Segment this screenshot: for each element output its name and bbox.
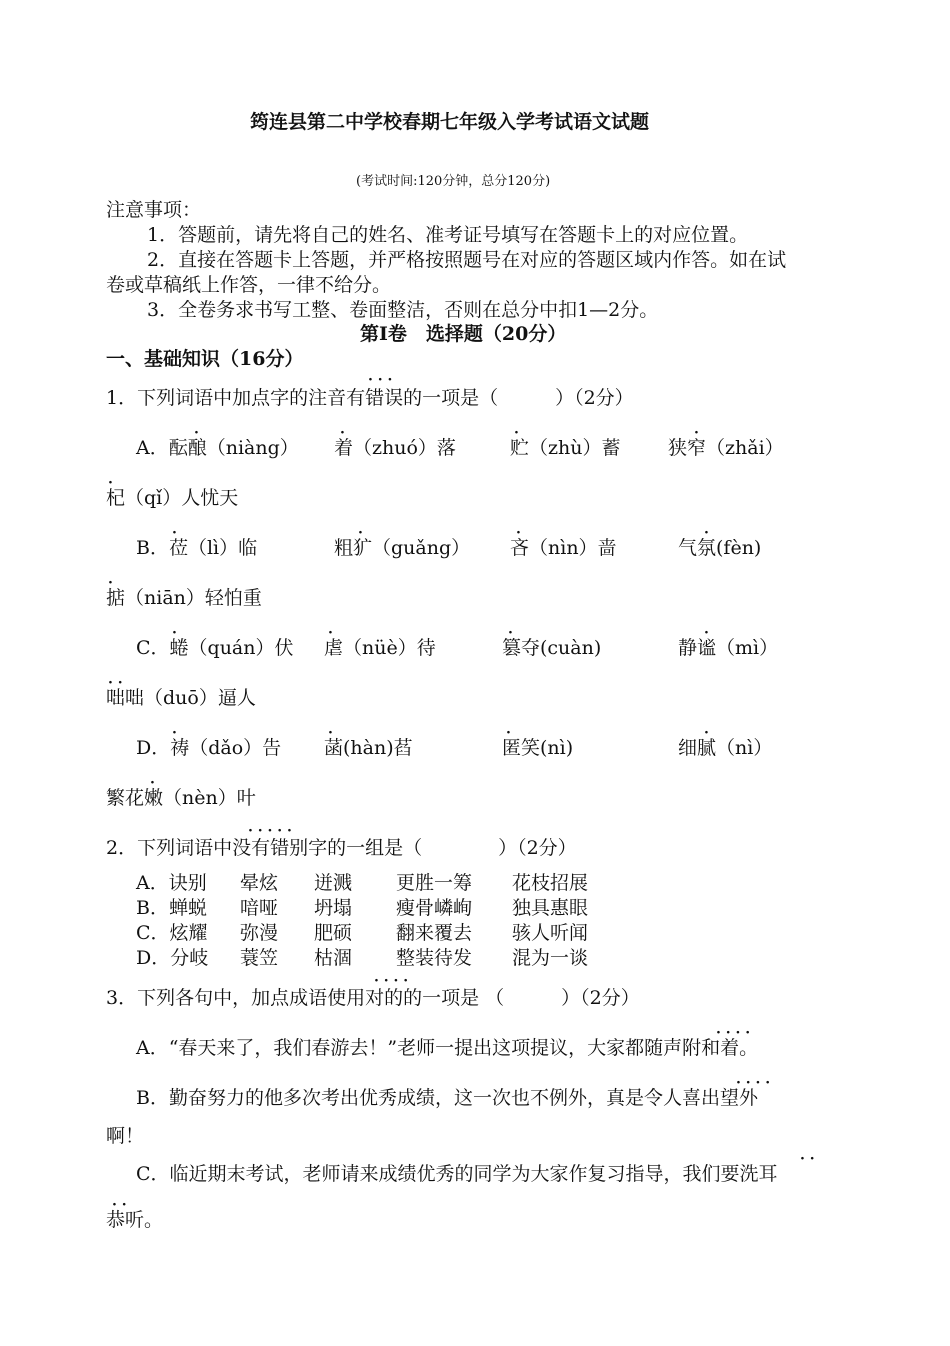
emphasis-dot: ·	[735, 1025, 741, 1041]
q1-option-c-1: C．蜷（quán）伏	[136, 637, 294, 659]
emphasis-dot: ·	[377, 372, 383, 388]
q2-row-a-2: 晕炫	[240, 872, 279, 894]
emphasis-dot: ·	[121, 1197, 127, 1213]
q2-row-c-1: C．炫耀	[136, 922, 208, 944]
emphasis-dot: ·	[516, 525, 521, 541]
emphasis-dot: ·	[172, 725, 177, 741]
emphasis-dot: ·	[704, 525, 709, 541]
emphasis-dot: ·	[248, 823, 253, 839]
section-heading: 一、基础知识（16分）	[106, 348, 304, 370]
emphasis-dot: ·	[403, 973, 409, 989]
emphasis-dot: ·	[506, 725, 511, 741]
q2-row-c-4: 翻来覆去	[396, 922, 473, 944]
q3-option-c-line2: 恭听。	[106, 1209, 164, 1231]
emphasis-dot: ·	[374, 973, 379, 989]
q3-option-a: A．“春天来了，我们春游去！”老师一提出这项提议，大家都随声附和着。	[136, 1037, 759, 1059]
q1-option-d-2: 菡(hàn)萏	[324, 737, 413, 759]
emphasis-dot: ·	[267, 823, 273, 839]
q1-option-c-2: 虐（nüè）待	[324, 637, 436, 659]
emphasis-dot: ·	[745, 1025, 751, 1041]
emphasis-dot: ·	[328, 725, 333, 741]
emphasis-dot: ·	[704, 725, 709, 741]
q2-row-b-3: 坍塌	[314, 897, 353, 919]
emphasis-dot: ·	[172, 525, 177, 541]
q2-row-c-5: 骇人听闻	[512, 922, 589, 944]
emphasis-dot: ·	[257, 823, 263, 839]
q2-row-b-1: B．蝉蜕	[136, 897, 207, 919]
notice-item-2b: 卷或草稿纸上作答，一律不给分。	[106, 274, 392, 296]
emphasis-dots	[368, 372, 393, 388]
emphasis-dot: ·	[387, 372, 393, 388]
emphasis-dot: ·	[755, 1075, 761, 1091]
emphasis-dot: ·	[108, 675, 113, 691]
q2-row-d-2: 蓑笠	[240, 947, 279, 969]
q3-option-b-line1: B．勤奋努力的他多次考出优秀成绩，这一次也不例外，真是令人喜出望外	[136, 1087, 758, 1109]
question-2-stem: 2．下列词语中没有错别字的一组是（ ）（2分）	[106, 837, 577, 859]
emphasis-dot: ·	[108, 575, 113, 591]
question-3-stem: 3．下列各句中，加点成语使用对的的一项是 （ ）（2分）	[106, 987, 640, 1009]
emphasis-dot: ·	[508, 625, 513, 641]
emphasis-dot: ·	[328, 625, 333, 641]
q2-row-d-3: 枯涸	[314, 947, 353, 969]
emphasis-dot: ·	[736, 1075, 741, 1091]
emphasis-dot: ·	[194, 425, 199, 441]
emphasis-dot: ·	[809, 1151, 815, 1167]
q2-row-a-1: A．诀别	[136, 872, 207, 894]
exam-title: 筠连县第二中学校春期七年级入学考试语文试题	[250, 111, 650, 133]
notice-item-3: 3．全卷务求书写工整、卷面整洁，否则在总分中扣1—2分。	[147, 299, 659, 321]
q2-row-a-4: 更胜一筹	[396, 872, 473, 894]
emphasis-dot: ·	[287, 823, 292, 839]
emphasis-dot: ·	[765, 1075, 771, 1091]
emphasis-dot: ·	[383, 973, 389, 989]
q2-row-d-5: 混为一谈	[512, 947, 589, 969]
q1-option-a-5: 杞（qǐ）人忧天	[106, 487, 239, 509]
q2-row-b-5: 独具惠眼	[512, 897, 589, 919]
emphasis-dot: ·	[358, 525, 363, 541]
emphasis-dot: ·	[694, 425, 699, 441]
q1-option-a-4: 狭窄（zhǎi）	[668, 437, 784, 459]
q1-option-b-1: B．莅（lì）临	[136, 537, 258, 559]
emphasis-dot: ·	[514, 425, 519, 441]
q1-option-a-2: 着（zhuó）落	[334, 437, 456, 459]
emphasis-dots	[374, 973, 409, 989]
emphasis-dot: ·	[800, 1151, 805, 1167]
q1-option-d-1: D．祷（dǎo）告	[136, 737, 282, 759]
q1-option-c-5: 咄咄（duō）逼人	[106, 687, 256, 709]
notice-item-1: 1．答题前，请先将自己的姓名、准考证号填写在答题卡上的对应位置。	[147, 224, 749, 246]
q1-option-d-3: 匿笑(nì)	[502, 737, 574, 759]
q2-row-d-1: D．分岐	[136, 947, 209, 969]
q1-option-c-4: 静谧（mì）	[678, 637, 779, 659]
q1-option-d-4: 细腻（nì）	[678, 737, 773, 759]
emphasis-dot: ·	[725, 1025, 731, 1041]
q1-option-a-3: 贮（zhù）蓄	[510, 437, 621, 459]
q1-option-a-1: A．酝酿（niàng）	[136, 437, 299, 459]
q1-option-b-2: 粗犷（guǎng）	[334, 537, 471, 559]
q1-option-b-4: 气氛(fèn)	[678, 537, 762, 559]
q2-row-a-5: 花枝招展	[512, 872, 589, 894]
emphasis-dot: ·	[108, 475, 113, 491]
emphasis-dot: ·	[172, 625, 177, 641]
q2-row-c-2: 弥漫	[240, 922, 279, 944]
emphasis-dot: ·	[112, 1197, 117, 1213]
emphasis-dot: ·	[277, 823, 283, 839]
emphasis-dot: ·	[340, 425, 345, 441]
part-heading: 第Ⅰ卷 选择题（20分）	[360, 323, 567, 345]
emphasis-dot: ·	[393, 973, 399, 989]
q2-row-d-4: 整装待发	[396, 947, 473, 969]
emphasis-dots	[248, 823, 292, 839]
emphasis-dot: ·	[716, 1025, 721, 1041]
emphasis-dot: ·	[368, 372, 373, 388]
q1-option-d-5: 繁花嫩（nèn）叶	[106, 787, 256, 809]
q1-option-b-3: 吝（nìn）啬	[510, 537, 617, 559]
exam-info: (考试时间:120分钟，总分120分)	[356, 174, 551, 189]
q2-row-b-4: 瘦骨嶙峋	[396, 897, 473, 919]
emphasis-dots	[800, 1151, 815, 1167]
emphasis-dot: ·	[745, 1075, 751, 1091]
q2-row-a-3: 迸溅	[314, 872, 353, 894]
q3-option-c-line1: C．临近期末考试，老师请来成绩优秀的同学为大家作复习指导，我们要洗耳	[136, 1163, 778, 1185]
notice-heading: 注意事项：	[106, 199, 202, 221]
q1-option-b-5: 掂（niān）轻怕重	[106, 587, 262, 609]
notice-item-2a: 2．直接在答题卡上答题，并严格按照题号在对应的答题区域内作答。如在试	[147, 249, 787, 271]
emphasis-dot: ·	[117, 675, 123, 691]
q1-option-c-3: 篡夺(cuàn)	[502, 637, 602, 659]
q3-option-b-line2: 啊！	[106, 1125, 145, 1147]
emphasis-dot: ·	[704, 625, 709, 641]
emphasis-dot: ·	[150, 775, 155, 791]
q2-row-c-3: 肥硕	[314, 922, 353, 944]
q2-row-b-2: 喑哑	[240, 897, 279, 919]
question-1-stem: 1．下列词语中加点字的注音有错误的一项是（ ）（2分）	[106, 387, 634, 409]
